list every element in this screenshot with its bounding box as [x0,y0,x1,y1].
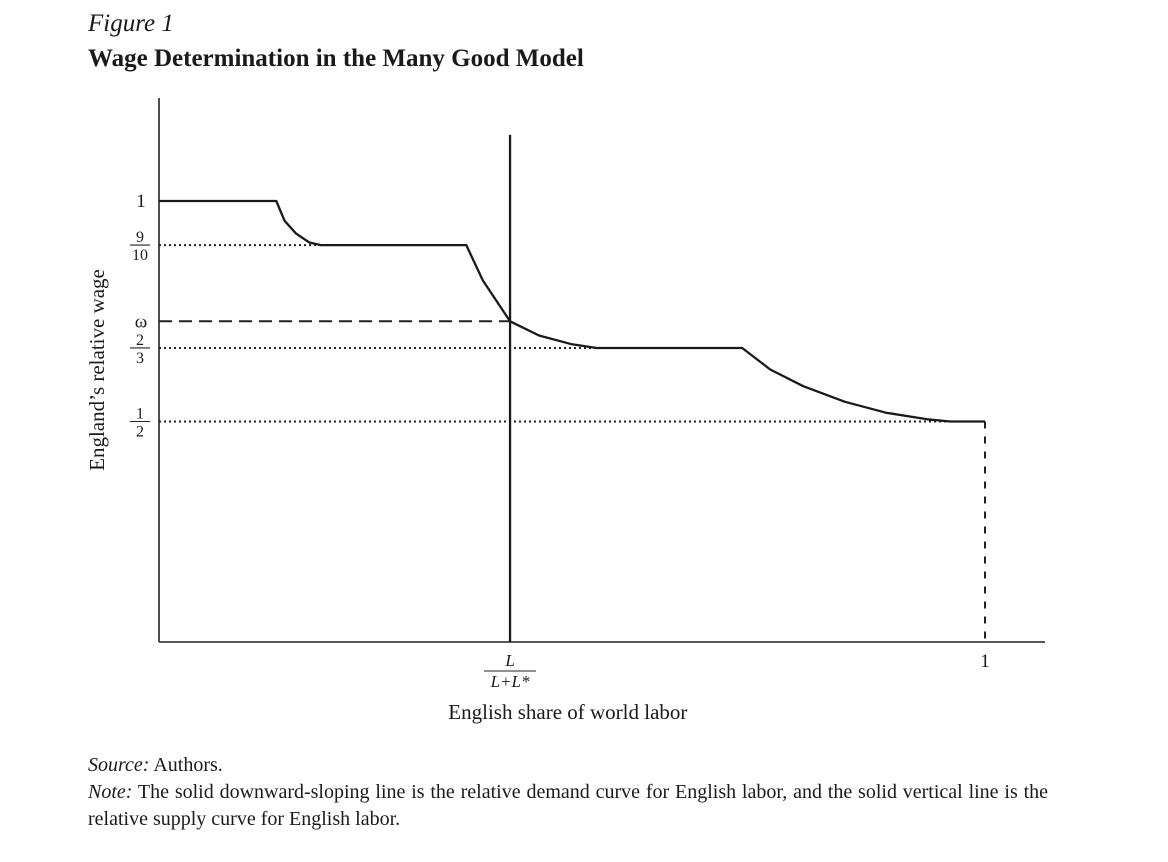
y-tick-num-4: 2 [136,331,144,349]
x-tick-label-2: 1 [980,651,990,672]
figure-label: Figure 1 [88,10,174,37]
x-axis-label: English share of world labor [448,700,688,724]
note-text: The solid downward-sloping line is the relative demand curve for English labor, and the solid vertical line is the relative supply curve for English labor. [88,781,1048,830]
note-label: Note: [88,781,133,803]
y-tick-num-5: 1 [136,405,144,423]
y-axis-label: England’s relative wage [85,269,109,471]
x-tick-num-1: L [505,651,515,670]
y-tick-den-2: 10 [132,247,148,265]
demand-curve [159,201,985,422]
note-caption [88,779,1048,833]
y-tick-label-1: 1 [136,191,146,212]
y-tick-den-5: 2 [136,423,144,441]
y-tick-den-4: 3 [136,349,144,367]
y-tick-num-2: 9 [136,229,144,247]
figure-title: Wage Determination in the Many Good Model [88,45,584,72]
x-tick-den-1: L+L* [490,672,530,691]
y-tick-label-3: ω [134,311,148,333]
source-label: Source: [88,754,150,776]
source-caption [88,752,1048,779]
source-text: Authors. [149,754,223,776]
